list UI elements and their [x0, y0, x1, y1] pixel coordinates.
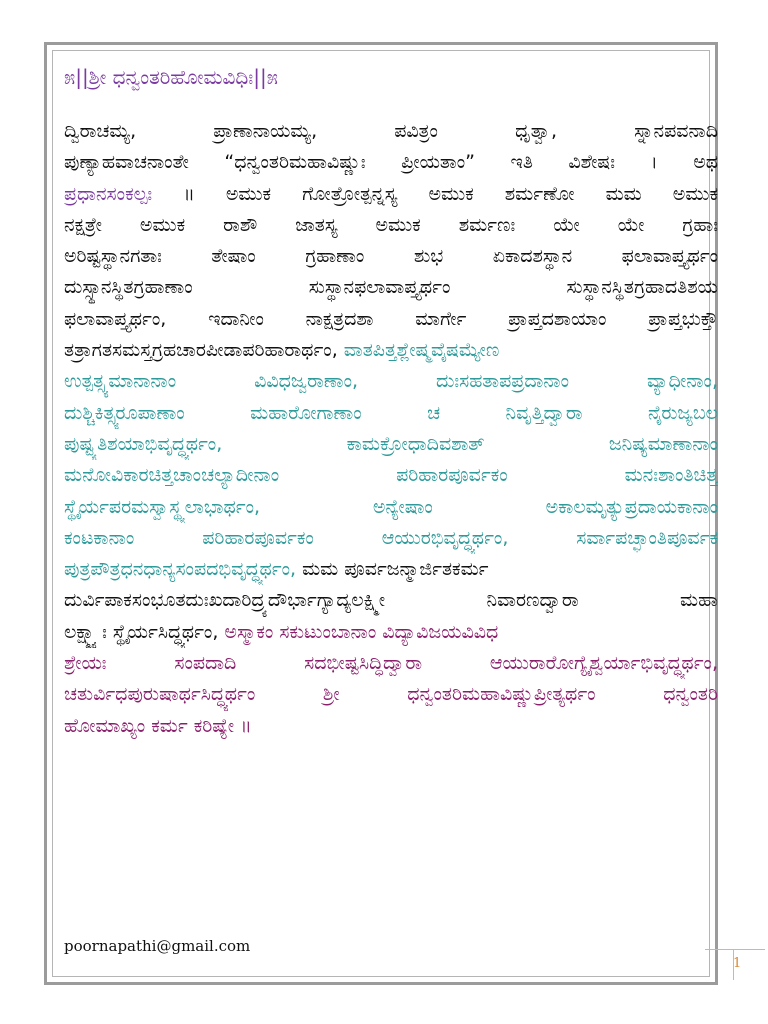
- sankalpa-paragraph: [64, 116, 718, 742]
- text-segment: ಶ್ರೇಯಃ ಸಂಪದಾದಿ ಸದಭೀಷ್ಟಸಿದ್ಧಿದ್ವಾರಾ ಆಯುರಾರೋಗ್ಯೈಶ್ವರ್ಯಾಭಿವೃದ್ಧ್ಯರ್ಥಂ,: [64, 652, 718, 675]
- paragraph-line: [64, 366, 718, 397]
- text-segment: ತತ್ರಾಗತಸಮಸ್ತಗ್ರಹಚಾರಪೀಡಾಪರಿಹಾರಾರ್ಥಂ,: [64, 339, 344, 362]
- paragraph-line: [64, 585, 718, 616]
- paragraph-line: [64, 554, 718, 585]
- footer-email: poornapathi@gmail.com: [64, 937, 251, 955]
- paragraph-line: [64, 272, 718, 303]
- text-segment: ಹೋಮಾಖ್ಯಂ ಕರ್ಮ ಕರಿಷ್ಯೇ ॥: [64, 714, 252, 737]
- text-segment: ಮಮ ಪೂರ್ವಜನ್ಮಾರ್ಜಿತಕರ್ಮ: [302, 558, 489, 581]
- paragraph-line: [64, 398, 718, 429]
- paragraph-line: [64, 304, 718, 335]
- text-segment: ದುರ್ವಿಪಾಕಸಂಭೂತದುಃಖದಾರಿದ್ರ್ಯದೌರ್ಭಾಗ್ಯಾದ್ಯಲಕ್ಷ್ಮೀ ನಿವಾರಣದ್ವಾರಾ ಮಹಾ: [64, 589, 718, 612]
- text-segment: ವಾತಪಿತ್ತಶ್ಲೇಷ್ಮವೈಷಮ್ಯೇಣ: [343, 339, 500, 362]
- paragraph-line: [64, 711, 718, 742]
- text-segment: ನಕ್ಷತ್ರೇ ಅಮುಕ ರಾಶೌ ಜಾತಸ್ಯ ಅಮುಕ ಶರ್ಮಣಃ ಯೇ ಯೇ ಗ್ರಹಾಃ: [64, 213, 718, 236]
- text-segment: ಫಲಾವಾಪ್ತ್ಯರ್ಥಂ, ಇದಾನೀಂ ನಾಕ್ಷತ್ರದಶಾ ಮಾರ್ಗೇ ಪ್ರಾಪ್ತದಶಾಯಾಂ ಪ್ರಾಪ್ತಭುಕ್ತೌ: [64, 307, 718, 330]
- text-segment: ಅರಿಷ್ಟಸ್ಥಾನಗತಾಃ ತೇಷಾಂ ಗ್ರಹಾಣಾಂ ಶುಭ ಏಕಾದಶಸ್ಥಾನ ಫಲಾವಾಪ್ತ್ಯರ್ಥಂ: [64, 245, 718, 268]
- paragraph-line: [64, 210, 718, 241]
- paragraph-line: [64, 523, 718, 554]
- document-content: [64, 62, 718, 742]
- text-segment: ಪ್ರಧಾನಸಂಕಲ್ಪಃ: [64, 182, 153, 205]
- paragraph-line: [64, 179, 718, 210]
- text-segment: ಪುಷ್ಟ್ಯತಿಶಯಾಭಿವೃದ್ಧ್ಯರ್ಥಂ, ಕಾಮಕ್ರೋಧಾದಿವಶಾತ್ ಜನಿಷ್ಯಮಾಣಾನಾಂ: [64, 432, 718, 455]
- paragraph-line: [64, 429, 718, 460]
- text-segment: ದುಶ್ಚಿಕಿತ್ಸ್ಯರೂಪಾಣಾಂ ಮಹಾರೋಗಾಣಾಂ ಚ ನಿವೃತ್ತಿದ್ವಾರಾ ನೈರುಜ್ಯಬಲ: [64, 401, 718, 424]
- page-number: 1: [733, 956, 742, 971]
- text-segment: ॥ ಅಮುಕ ಗೋತ್ರೋತ್ಪನ್ನಸ್ಯ ಅಮುಕ ಶರ್ಮಣೋ ಮಮ ಅಮುಕ: [152, 182, 718, 205]
- text-segment: ಉತ್ಪತ್ಸ್ಯಮಾನಾನಾಂ ವಿವಿಧಜ್ವರಾಣಾಂ, ದುಃಸಹತಾಪಪ್ರದಾನಾಂ ವ್ಯಾಧೀನಾಂ,: [64, 370, 718, 393]
- text-segment: ಚತುರ್ವಿಧಪುರುಷಾರ್ಥಸಿದ್ಧ್ಯರ್ಥಂ ಶ್ರೀ ಧನ್ವಂತರಿಮಹಾವಿಷ್ಣುಪ್ರೀತ್ಯರ್ಥಂ ಧನ್ವಂತರಿ: [64, 683, 718, 706]
- paragraph-line: [64, 116, 718, 147]
- document-heading: ೫||ಶ್ರೀ ಧನ್ವಂತರಿಹೋಮವಿಧಿಃ||೫: [64, 65, 278, 89]
- paragraph-line: [64, 335, 718, 366]
- paragraph-line: [64, 492, 718, 523]
- paragraph-line: [64, 679, 718, 710]
- text-segment: ಅಸ್ಮಾಕಂ ಸಕುಟುಂಬಾನಾಂ ವಿದ್ಯಾವಿಜಯವಿವಿಧ: [224, 620, 499, 643]
- paragraph-line: [64, 147, 718, 178]
- page-number-rule: [705, 949, 765, 950]
- text-segment: ದ್ವಿರಾಚಮ್ಯ, ಪ್ರಾಣಾನಾಯಮ್ಯ, ಪವಿತ್ರಂ ಧೃತ್ವಾ, ಸ್ನಾನಪವನಾದಿ: [64, 120, 718, 142]
- text-segment: ಪುಣ್ಯಾಹವಾಚನಾಂತೇ “ಧನ್ವಂತರಿಮಹಾವಿಷ್ಣುಃ ಪ್ರೀಯತಾಂ” ಇತಿ ವಿಶೇಷಃ । ಅಥ: [64, 151, 718, 174]
- text-segment: ಸ್ಥೈರ್ಯಪರಮಸ್ವಾಸ್ಥ್ಯಲಾಭಾರ್ಥಂ, ಅನ್ಯೇಷಾಂ ಅಕಾಲಮೃತ್ಯುಪ್ರದಾಯಕಾನಾಂ: [64, 495, 718, 518]
- text-segment: ಮನೋವಿಕಾರಚಿತ್ತಚಾಂಚಲ್ಯಾದೀನಾಂ ಪರಿಹಾರಪೂರ್ವಕಂ ಮನಃಶಾಂತಿಚಿತ್ತ: [64, 464, 718, 487]
- text-segment: ಪುತ್ರಪೌತ್ರಧನಧಾನ್ಯಸಂಪದಭಿವೃದ್ಧ್ಯರ್ಥಂ,: [64, 558, 303, 581]
- paragraph-line: [64, 648, 718, 679]
- text-segment: ದುಸ್ಸ್ಥಾನಸ್ಥಿತಗ್ರಹಾಣಾಂ ಸುಸ್ಥಾನಫಲಾವಾಪ್ತ್ಯರ್ಥಂ ಸುಸ್ಥಾನಸ್ಥಿತಗ್ರಹಾದತಿಶಯ: [64, 276, 718, 299]
- paragraph-line: [64, 460, 718, 491]
- paragraph-line: [64, 241, 718, 272]
- text-segment: ಲಕ್ಷ್ಮ್ಯಾಃ ಸ್ಥೈರ್ಯಸಿದ್ಧ್ಯರ್ಥಂ,: [64, 620, 225, 643]
- text-segment: ಕಂಟಕಾನಾಂ ಪರಿಹಾರಪೂರ್ವಕಂ ಆಯುರಭಿವೃದ್ಧ್ಯರ್ಥಂ, ಸರ್ವಾಪಚ್ಛಾಂತಿಪೂರ್ವಕ: [64, 526, 718, 549]
- paragraph-line: [64, 617, 718, 648]
